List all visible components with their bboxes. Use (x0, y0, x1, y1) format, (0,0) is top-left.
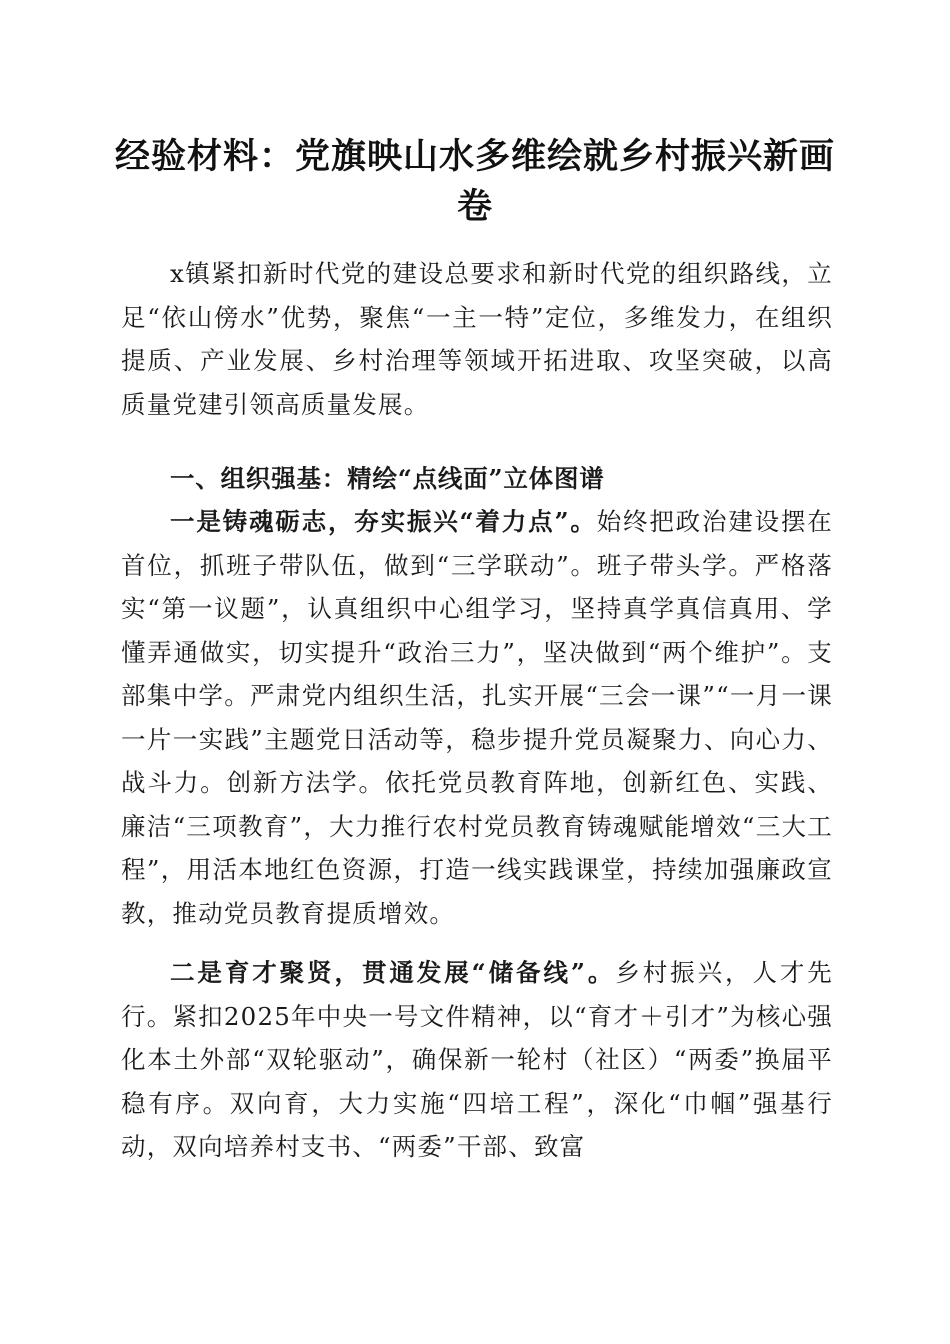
intro-paragraph: x镇紧扣新时代党的建设总要求和新时代党的组织路线，立足“依山傍水”优势，聚焦“一主一特”定位，多维发力，在组织提质、产业发展、乡村治理等领域开拓进取、攻坚突破，以高质量党建引领高质量发展。 (121, 259, 833, 419)
paragraph-one-lead: 一是铸魂砺志，夯实振兴“着力点”。 (170, 507, 597, 536)
section-heading: 一、组织强基：精绘“点线面”立体图谱 (170, 464, 605, 493)
paragraph-two-lead: 二是育才聚贤，贯通发展“储备线”。 (170, 958, 616, 987)
paragraph-two-text: 乡村振兴，人才先行。紧扣2025年中央一号文件精神，以“育才＋引才”为核心强化本土外部“双轮驱动”，确保新一轮村（社区）“两委”换届平稳有序。双向育，大力实施“四培工程”，深化“巾帼”强基行动，双向培养村支书、“两委”干部、致富 (121, 958, 833, 1161)
paragraph-one (121, 500, 833, 935)
paragraph-two (121, 951, 833, 1169)
document-title: 经验材料：党旗映山水多维绘就乡村振兴新画卷 (114, 136, 835, 227)
paragraph-one-text: 始终把政治建设摆在首位，抓班子带队伍，做到“三学联动”。班子带头学。严格落实“第一议题”，认真组织中心组学习，坚持真学真信真用、学懂弄通做实，切实提升“政治三力”，坚决做到“两个维护”。支部集中学。严肃党内组织生活，扎实开展“三会一课”“一月一课一片一实践”主题党日活动等，稳步提升党员凝聚力、向心力、战斗力。创新方法学。依托党员教育阵地，创新红色、实践、廉洁“三项教育”，大力推行农村党员教育铸魂赋能增效“三大工程”，用活本地红色资源，打造一线实践课堂，持续加强廉政宣教，推动党员教育提质增效。 (121, 507, 833, 928)
